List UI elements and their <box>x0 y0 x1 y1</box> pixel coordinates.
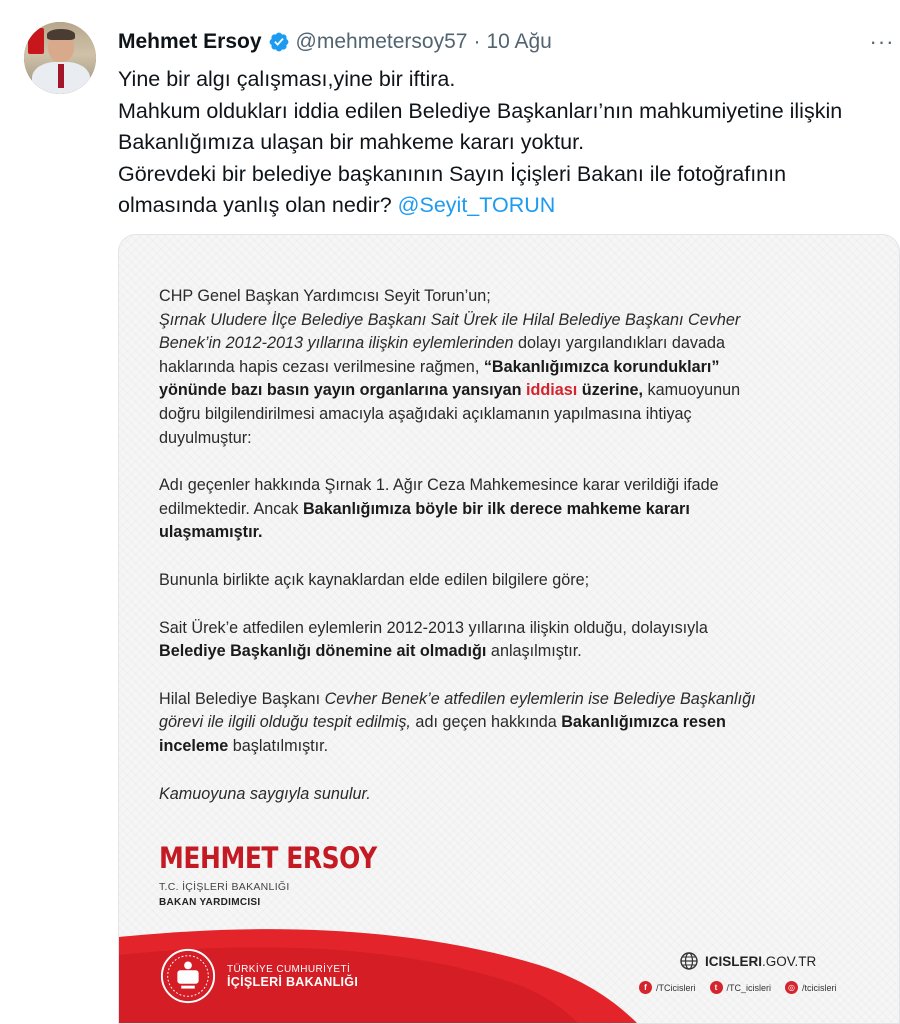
tweet-text-line: Görevdeki bir belediye başkanının Sayın İçişleri Bakanı ile fotoğrafının <box>118 161 787 186</box>
statement-line: CHP Genel Başkan Yardımcısı Seyit Torun’un; <box>159 287 491 305</box>
tweet-text-line <box>118 190 900 222</box>
statement-italic: Cevher Benek’e atfedilen eylemlerin ise Belediye Başkanlığı <box>324 689 756 708</box>
website-domain: ICISLERI <box>705 953 763 969</box>
statement-text: edilmektedir. Ancak <box>159 499 303 518</box>
signature-org: T.C. İÇİŞLERİ BAKANLIĞI <box>159 881 290 893</box>
statement-line <box>159 379 879 403</box>
attached-image[interactable] <box>118 234 900 1024</box>
social-handle: /tcicisleri <box>802 982 837 993</box>
tweet-text-line: Bakanlığımıza ulaşan bir mahkeme kararı yoktur. <box>118 130 585 154</box>
statement-line <box>159 332 879 356</box>
tweet-date[interactable]: 10 Ağu <box>486 30 552 53</box>
statement-italic: Şırnak Uludere İlçe Belediye Başkanı Sait Ürek ile Hilal Belediye Başkanı Cevher <box>159 310 741 329</box>
signature-title: BAKAN YARDIMCISI <box>159 897 261 908</box>
ministry-line1: TÜRKİYE CUMHURİYETİ <box>227 963 351 975</box>
tweet-header <box>118 28 552 56</box>
statement-bold: Belediye Başkanlığı dönemine ait olmadığı <box>159 642 487 661</box>
website <box>679 951 816 971</box>
author-handle[interactable]: @mehmetersoy57 <box>295 30 468 53</box>
statement-line: doğru bilgilendirilmesi amacıyla aşağıdaki açıklamanın yapılmasına ihtiyaç <box>159 404 692 423</box>
social-facebook <box>639 981 696 994</box>
statement-line <box>159 309 879 333</box>
statement-line <box>159 688 879 712</box>
statement-bold: Bakanlığımızca resen <box>561 713 726 732</box>
statement-line <box>159 783 879 807</box>
statement-line <box>159 735 879 759</box>
instagram-icon: ◎ <box>785 981 798 994</box>
globe-icon <box>679 951 699 971</box>
statement-line <box>159 521 879 545</box>
statement-text: kamuoyunun <box>642 381 741 400</box>
author-name[interactable]: Mehmet Ersoy <box>118 30 262 53</box>
social-instagram <box>785 981 837 994</box>
social-links <box>639 981 851 994</box>
statement-text: dolayı yargılandıkları davada <box>513 334 725 353</box>
twitter-icon: t <box>710 981 723 994</box>
statement-text: haklarında hapis cezası verilmesine rağmen, <box>159 357 484 376</box>
ministry-emblem-icon <box>159 947 217 1005</box>
tweet-text-fragment: olmasında yanlış olan nedir? <box>118 193 398 217</box>
statement-bold: inceleme <box>159 736 229 755</box>
statement-bold: Bakanlığımıza böyle bir ilk derece mahkeme kararı <box>302 499 690 518</box>
statement-text: Hilal Belediye Başkanı <box>159 689 325 708</box>
statement-paragraph <box>159 688 879 759</box>
statement-line <box>159 711 879 735</box>
signature-name: MEHMET ERSOY <box>159 841 377 875</box>
statement-bold: yönünde bazı basın yayın organlarına yansıyan <box>159 381 527 400</box>
statement-line: Sait Ürek’e atfedilen eylemlerin 2012-2013 yıllarına ilişkin olduğu, dolayısıyla <box>159 618 708 637</box>
statement-italic: Kamuoyuna saygıyla sunulur. <box>159 784 371 803</box>
facebook-icon: f <box>639 981 652 994</box>
statement-line <box>159 498 879 522</box>
statement-text: anlaşılmıştır. <box>486 642 582 661</box>
statement-italic: Benek’in 2012-2013 yıllarına ilişkin eylemlerinden <box>159 334 514 353</box>
ministry-line2: İÇİŞLERİ BAKANLIĞI <box>227 974 359 989</box>
tweet-text-line: Yine bir algı çalışması,yine bir iftira. <box>118 67 456 91</box>
statement-document <box>159 285 879 830</box>
ministry-logo <box>159 947 358 1005</box>
tweet-text <box>118 64 900 222</box>
tweet-text-line: Mahkum oldukları iddia edilen Belediye Başkanları’nın mahkumiyetine ilişkin <box>118 98 843 123</box>
statement-paragraph <box>159 617 879 664</box>
statement-paragraph <box>159 783 879 807</box>
statement-bold: ulaşmamıştır. <box>159 523 263 542</box>
avatar[interactable] <box>24 22 96 94</box>
statement-bold: “Bakanlığımızca korundukları” <box>483 357 720 376</box>
website-tld: .GOV.TR <box>762 953 817 969</box>
statement-paragraph <box>159 285 879 450</box>
statement-italic: görevi ile ilgili olduğu tespit edilmiş, <box>159 713 411 732</box>
statement-line <box>159 356 879 380</box>
statement-line: Adı geçenler hakkında Şırnak 1. Ağır Ceza Mahkemesince karar verildiği ifade <box>159 476 719 495</box>
statement-paragraph <box>159 474 879 545</box>
social-twitter <box>710 981 772 994</box>
separator-dot: · <box>473 30 481 53</box>
social-handle: /TCicisleri <box>656 982 696 993</box>
mention-link[interactable]: @Seyit_TORUN <box>397 193 556 217</box>
statement-red-highlight: iddiası <box>526 381 578 400</box>
statement-text: başlatılmıştır. <box>228 736 329 755</box>
statement-line <box>159 640 879 664</box>
more-options-icon[interactable]: ··· <box>869 29 895 54</box>
statement-text: adı geçen hakkında <box>410 713 562 732</box>
statement-bold: üzerine, <box>577 381 643 400</box>
statement-line: Bununla birlikte açık kaynaklardan elde edilen bilgilere göre; <box>159 570 590 589</box>
social-handle: /TC_icisleri <box>726 982 772 993</box>
verified-badge-icon <box>268 31 290 53</box>
statement-paragraph <box>159 569 879 593</box>
statement-line: duyulmuştur: <box>159 428 252 447</box>
